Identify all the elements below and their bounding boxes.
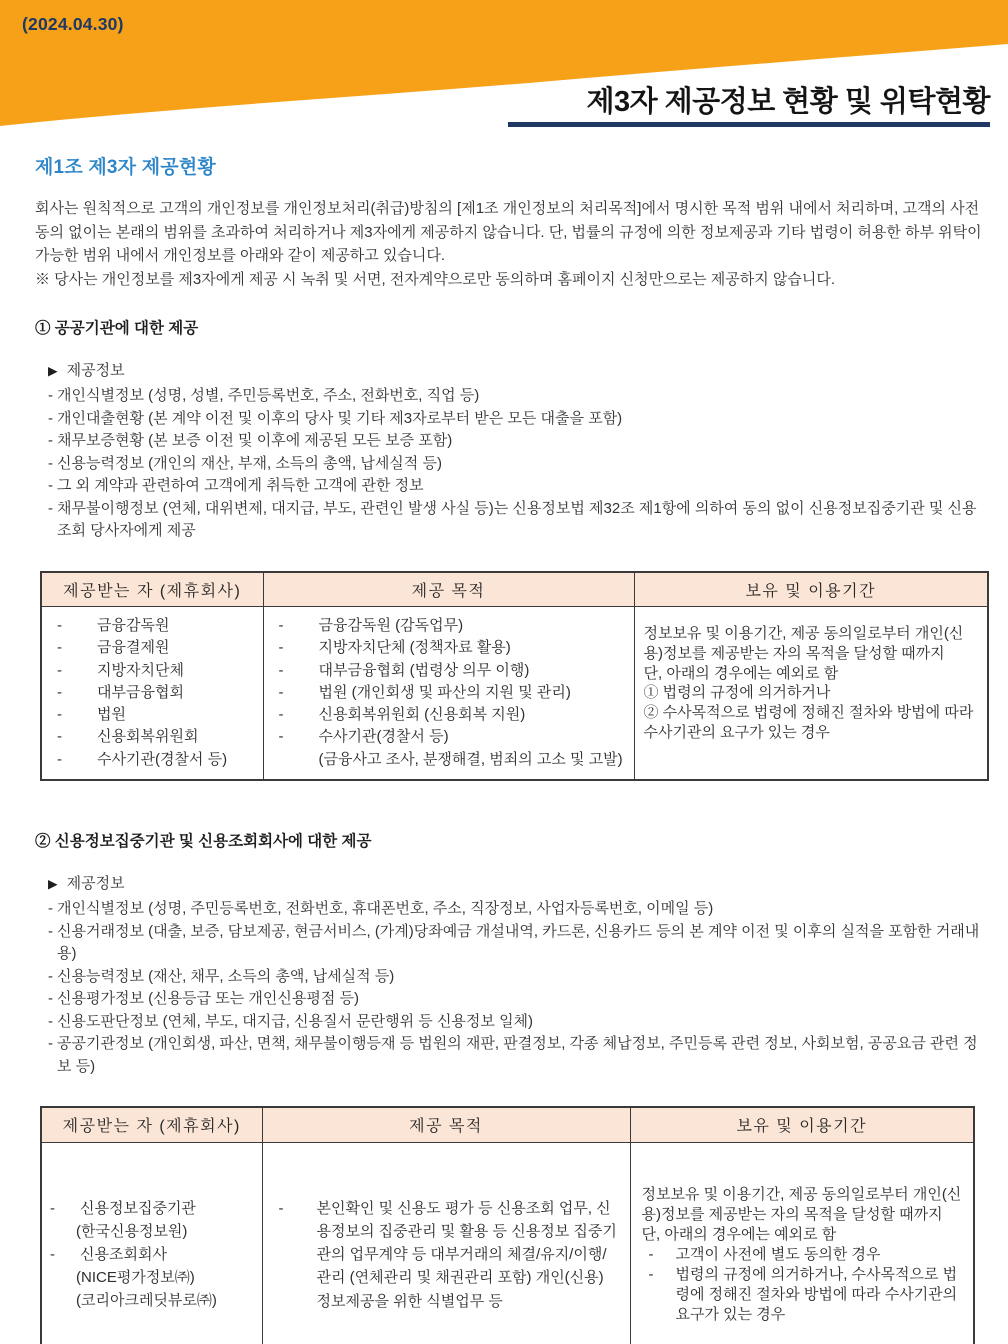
retention-item: - 법령의 규정에 의거하거나, 수사목적으로 법령에 정해진 절차와 방법에 따라 수사기관의 요구가 있는 경우 [642, 1265, 964, 1325]
purpose-item: - 대부금융협회 (법령상 의무 이행) [264, 660, 628, 682]
revision-date: (2024.04.30) [22, 14, 124, 34]
note-line: ※ 당사는 개인정보를 제3자에게 제공 시 녹취 및 서면, 전자계약으로만 동의하며 홈페이지 신청만으로는 제공하지 않습니다. [35, 270, 836, 288]
right-triangle-icon: ▶ [48, 364, 58, 378]
recipient-item: - 신용정보집중기관 [42, 1197, 262, 1220]
right-triangle-icon: ▶ [48, 877, 58, 892]
provided-info-item: - 개인식별정보 (성명, 주민등록번호, 전화번호, 휴대폰번호, 주소, 직장정보, 사업자등록번호, 이메일 등) [35, 898, 983, 921]
table-header-row [41, 1107, 974, 1142]
column-header-retention: 보유 및 이용기간 [630, 1107, 974, 1142]
provided-info-item: - 신용도판단정보 (연체, 부도, 대지급, 신용질서 문란행위 등 신용정보 일체) [35, 1011, 983, 1034]
retention-cell [634, 607, 988, 781]
recipient-item-sub: (코리아크레딧뷰로㈜) [76, 1292, 217, 1310]
retention-line: 단, 아래의 경우에는 예외로 함 [641, 1225, 837, 1243]
column-header-retention: 보유 및 이용기간 [634, 572, 988, 607]
provided-info-item: - 채무불이행정보 (연체, 대위변제, 대지급, 부도, 관련인 발생 사실 등)는 신용정보법 제32조 제1항에 의하여 동의 없이 신용정보집중기관 및 신용조회 당사자에게 제공 [35, 498, 983, 543]
page-title: 제3자 제공정보 현황 및 위탁현황 [586, 86, 990, 118]
column-header-purpose: 제공 목적 [263, 572, 634, 607]
intro-paragraph: 회사는 원칙적으로 고객의 개인정보를 개인정보처리(취급)방침의 [제1조 개인정보의 처리목적]에서 명시한 목적 범위 내에서 처리하며, 고객의 사전동의 없이는 본래의 범위를 초과하여 처리하거나 제3자에게 제공하지 않습니다. 단, 법률의 규정에 의한 정보제공과 기타 법령이 허용한 하부 위탁이 가능한 범위 내에서 개인정보를 아래와 같이 제공하고 있습니다. [35, 200, 982, 264]
provided-info-item: - 그 외 계약과 관련하여 고객에게 취득한 고객에 관한 정보 [35, 475, 983, 498]
public-institutions-table [40, 571, 989, 782]
column-header-purpose: 제공 목적 [262, 1107, 630, 1142]
recipient-item: - 금융결제원 [42, 637, 257, 659]
info-head-label: 제공정보 [66, 362, 125, 379]
section-2-info-list [35, 898, 983, 1078]
provided-info-item: - 신용평가정보 (신용등급 또는 개인신용평점 등) [35, 988, 983, 1011]
recipient-item-sub: (NICE평가정보㈜) [76, 1269, 195, 1287]
recipients-cell [41, 1142, 262, 1344]
purpose-item: - 법원 (개인회생 및 파산의 지원 및 관리) [264, 682, 628, 704]
recipient-item: - 법원 [42, 704, 257, 726]
table-row [41, 1142, 974, 1344]
retention-line: 정보보유 및 이용기간, 제공 동의일로부터 개인(신용)정보를 제공받는 자의 목적을 달성할 때까지 [641, 1185, 962, 1223]
retention-line: 정보보유 및 이용기간, 제공 동의일로부터 개인(신용)정보를 제공받는 자의 목적을 달성할 때까지 [643, 625, 964, 662]
purpose-item: - 금융감독원 (감독업무) [264, 615, 628, 637]
recipient-item-sub: (한국신용정보원) [76, 1223, 188, 1241]
recipient-item: - 수사기관(경찰서 등) [42, 749, 257, 771]
purpose-item: - 본인확인 및 신용도 평가 등 신용조회 업무, 신용정보의 집중관리 및 활용 등 신용정보 집중기관의 업무계약 등 대부거래의 체결/유지/이행/관리 (연체관리 및 채권관리 포함) 개인(신용)정보제공을 위한 식별업무 등 [263, 1197, 630, 1313]
article-heading: 제1조 제3자 제공현황 [35, 157, 216, 178]
section-1-label: ① 공공기관에 대한 제공 [35, 320, 199, 337]
recipients-cell [41, 607, 263, 781]
provided-info-item: - 신용거래정보 (대출, 보증, 담보제공, 현금서비스, (가계)당좌예금 개설내역, 카드론, 신용카드 등의 본 계약 이전 및 이후의 실적을 포함한 거래내용) [35, 921, 983, 966]
recipient-item: - 지방자치단체 [42, 660, 257, 682]
section-2-label: ② 신용정보집중기관 및 신용조회회사에 대한 제공 [35, 833, 372, 851]
provided-info-item: - 채무보증현황 (본 보증 이전 및 이후에 제공된 모든 보증 포함) [35, 430, 983, 453]
provided-info-item: - 신용능력정보 (개인의 재산, 부재, 소득의 총액, 납세실적 등) [35, 453, 983, 476]
retention-item: - 고객이 사전에 별도 동의한 경우 [642, 1245, 964, 1265]
provided-info-item: - 공공기관정보 (개인회생, 파산, 면책, 채무불이행등재 등 법원의 재판, 판결정보, 각종 체납정보, 주민등록 관련 정보, 사회보험, 공공요금 관련 정보 등) [35, 1033, 983, 1078]
section-2-info-head [48, 872, 983, 893]
purposes-cell [262, 1142, 630, 1344]
table-row [41, 607, 988, 781]
retention-line: ② 수사목적으로 법령에 정해진 절차와 방법에 따라 수사기관의 요구가 있는 경우 [643, 704, 974, 741]
section-1-info-list [35, 385, 983, 543]
credit-bureau-table [40, 1106, 975, 1344]
retention-cell [630, 1142, 974, 1344]
purpose-item: - 신용회복위원회 (신용회복 지원) [264, 704, 628, 726]
recipient-item: - 신용회복위원회 [42, 726, 257, 748]
recipient-item: - 대부금융협회 [42, 682, 257, 704]
provided-info-item: - 신용능력정보 (재산, 채무, 소득의 총액, 납세실적 등) [35, 966, 983, 989]
section-1-info-head [48, 359, 983, 380]
column-header-recipient: 제공받는 자 (제휴회사) [41, 572, 263, 607]
info-head-label: 제공정보 [66, 875, 125, 893]
provided-info-item: - 개인식별정보 (성명, 성별, 주민등록번호, 주소, 전화번호, 직업 등) [35, 385, 983, 408]
table-header-row [41, 572, 988, 607]
column-header-recipient: 제공받는 자 (제휴회사) [41, 1107, 262, 1142]
provided-info-item: - 개인대출현황 (본 계약 이전 및 이후의 당사 및 기타 제3자로부터 받은 모든 대출을 포함) [35, 408, 983, 431]
purpose-item: - 지방자치단체 (정책자료 활용) [264, 637, 628, 659]
title-underline [508, 122, 990, 127]
recipient-item: - 신용조회회사 [42, 1243, 262, 1266]
purposes-cell [263, 607, 634, 781]
purpose-item: - 수사기관(경찰서 등) [264, 726, 628, 748]
retention-line: 단, 아래의 경우에는 예외로 함 [643, 664, 839, 682]
recipient-item: - 금융감독원 [42, 615, 257, 637]
main-content [35, 152, 983, 1344]
purpose-item-sub: (금융사고 조사, 분쟁해결, 범죄의 고소 및 고발) [318, 750, 623, 768]
retention-line: ① 법령의 규정에 의거하거나 [643, 684, 831, 702]
